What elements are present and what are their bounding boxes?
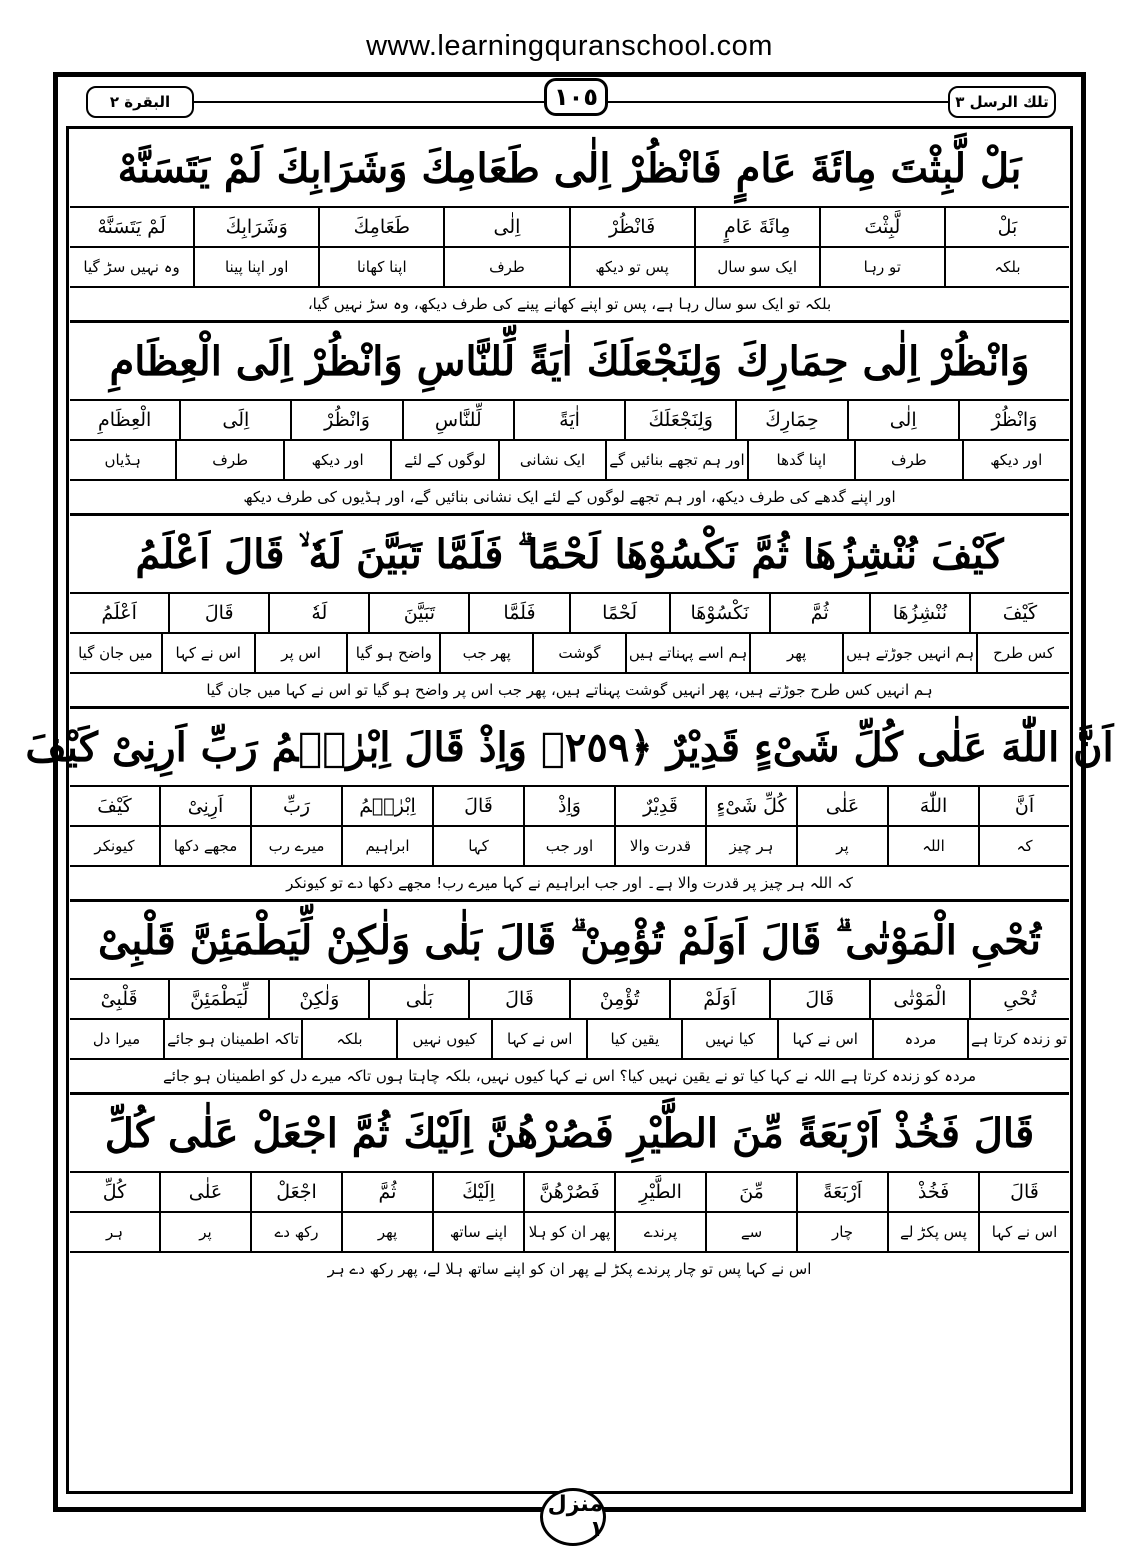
arabic-word-cell: مِائَةَ عَامٍ [694,208,819,246]
urdu-meaning-cell: سے [705,1213,796,1251]
arabic-verse: كَيْفَ نُنْشِزُهَا ثُمَّ نَكْسُوْهَا لَحْمًا ۗ فَلَمَّا تَبَيَّنَ لَهٗ ۙ قَالَ اَعْلَمُ [70,516,1069,594]
urdu-meaning-cell: لوگوں کے لئے [390,441,497,479]
arabic-word-cell: ثُمَّ [341,1173,432,1211]
urdu-meaning-cell: میں جان گیا [78,644,153,662]
urdu-meaning-cell: پھر [749,634,842,672]
word-row [70,980,1069,1020]
arabic-word-cell: قَالَ [468,980,568,1018]
urdu-meaning-cell: پس پکڑ لے [887,1213,978,1251]
urdu-meaning-cell: کس طرح [976,634,1069,672]
verse-section [70,130,1069,323]
surah-label: البقرة ٢ [86,86,194,118]
arabic-verse: قَالَ فَخُذْ اَرْبَعَةً مِّنَ الطَّيْرِ فَصُرْهُنَّ اِلَيْكَ ثُمَّ اجْعَلْ عَلٰى كُلِّ [70,1095,1069,1173]
arabic-word-cell: قَالَ [432,787,523,825]
arabic-word-cell: لِّلنَّاسِ [402,401,513,439]
arabic-word-cell: اَعْلَمُ [101,602,137,624]
arabic-word-cell: عَلٰى [796,787,887,825]
arabic-word-cell: نُنْشِزُهَا [869,594,969,632]
urdu-meaning-cell: تو رہا [819,248,944,286]
urdu-meaning-cell: پھر جب [439,634,532,672]
urdu-translation: اس نے کہا پس تو چار پرندے پکڑ لے پھر ان کو اپنے ساتھ ہلا لے، پھر رکھ دے ہر [327,1260,812,1278]
urdu-translation: اور اپنے گدھے کی طرف دیکھ، اور ہم تجھے لوگوں کے لئے ایک نشانی بنائیں گے، اور ہڈیوں کی طرف دیکھ [243,488,896,506]
urdu-meaning-cell: واضح ہو گیا [346,634,439,672]
urdu-meaning-cell: طرف [443,248,568,286]
arabic-word-cell: رَبِّ [250,787,341,825]
arabic-word-cell: لِّيَطْمَئِنَّ [168,980,268,1018]
website-url: www.learningquranschool.com [366,30,773,62]
arabic-word-cell: اِلٰى [443,208,568,246]
arabic-word-cell: اِبْرٰهٖمُ [341,787,432,825]
urdu-meaning-cell: ہم انہیں جوڑتے ہیں [842,634,976,672]
arabic-word-cell: تُحْىِ [969,980,1069,1018]
verse-section [70,323,1069,516]
word-row [70,208,1069,248]
manzil-marker: منزل ١ [540,1488,606,1546]
urdu-translation: مردہ کو زندہ کرتا ہے اللہ نے کہا کیا تو نے یقین نہیں کیا؟ اس نے کہا کیوں نہیں، بلکہ چاہتا ہوں تاکہ میرے دل کو اطمینان ہو جائے [162,1067,977,1085]
arabic-word-cell: اِلَيْكَ [432,1173,523,1211]
urdu-meaning-cell: اس نے کہا [978,1213,1069,1251]
urdu-meaning-cell: میرے رب [250,827,341,865]
urdu-meaning-cell: اور دیکھ [962,441,1069,479]
meaning-row [70,634,1069,674]
urdu-meaning-cell: کیوں نہیں [396,1020,491,1058]
arabic-word-cell: بَلْ [944,208,1069,246]
arabic-word-cell: اللّٰهَ [887,787,978,825]
urdu-meaning-cell: قدرت والا [614,827,705,865]
urdu-meaning-cell: ہر چیز [705,827,796,865]
meaning-row [70,1020,1069,1060]
verse-content [25,130,1114,1285]
arabic-word-cell: فَخُذْ [887,1173,978,1211]
arabic-word-cell: قَالَ [168,594,268,632]
arabic-word-cell: قَدِيْرٌ [614,787,705,825]
arabic-word-cell: اجْعَلْ [250,1173,341,1211]
urdu-meaning-cell: اپنے ساتھ [432,1213,523,1251]
arabic-word-cell: اٰيَةً [513,401,624,439]
urdu-meaning-cell: چار [796,1213,887,1251]
meaning-row [70,441,1069,481]
arabic-word-cell: عَلٰى [159,1173,250,1211]
arabic-word-cell: وَلِنَجْعَلَكَ [624,401,735,439]
urdu-meaning-cell: تاکہ اطمینان ہو جائے [163,1020,301,1058]
arabic-word-cell: فَلَمَّا [468,594,568,632]
urdu-translation: بلکہ تو ایک سو سال رہا ہے، پس تو اپنے کھانے پینے کی طرف دیکھ، وہ سڑ نہیں گیا، [307,295,832,313]
arabic-word-cell: لَهٗ [268,594,368,632]
arabic-word-cell: مِّنَ [705,1173,796,1211]
verse-section [70,1095,1069,1285]
arabic-word-cell: الْمَوْتٰى [869,980,969,1018]
urdu-meaning-cell: اس نے کہا [491,1020,586,1058]
arabic-verse: تُحْىِ الْمَوْتٰى ۗ قَالَ اَوَلَمْ تُؤْمِنْ ۗ قَالَ بَلٰى وَلٰكِنْ لِّيَطْمَئِنَّ قَلْبِىْ [70,902,1069,980]
urdu-meaning-cell: اس نے کہا [161,634,254,672]
arabic-word-cell: وَانْظُرْ [958,401,1069,439]
arabic-verse: وَانْظُرْ اِلٰى حِمَارِكَ وَلِنَجْعَلَكَ اٰيَةً لِّلنَّاسِ وَانْظُرْ اِلَى الْعِظَامِ [70,323,1069,401]
urdu-meaning-cell: اور اپنا پینا [193,248,318,286]
arabic-word-cell: تَبَيَّنَ [368,594,468,632]
arabic-word-cell: قَالَ [978,1173,1069,1211]
arabic-word-cell: وَلٰكِنْ [268,980,368,1018]
arabic-word-cell: لَمْ يَتَسَنَّهْ [97,216,166,238]
urdu-meaning-cell: گوشت [532,634,625,672]
arabic-word-cell: فَصُرْهُنَّ [523,1173,614,1211]
urdu-meaning-cell: ایک نشانی [498,441,605,479]
meaning-row [70,248,1069,288]
verse-section [25,709,1114,902]
urdu-meaning-cell: میرا دل [92,1030,141,1048]
header-rule-right [608,101,948,103]
meaning-row [70,1213,1069,1253]
urdu-meaning-cell: پر [159,1213,250,1251]
arabic-word-cell: اَرِنِىْ [159,787,250,825]
urdu-meaning-cell: اور جب [523,827,614,865]
urdu-meaning-cell: ہڈیاں [104,451,141,469]
arabic-word-cell: لَحْمًا [569,594,669,632]
urdu-meaning-cell: کہ [978,827,1069,865]
arabic-word-cell: الطَّيْرِ [614,1173,705,1211]
urdu-translation: ہم انہیں کس طرح جوڑتے ہیں، پھر انہیں گوشت پہناتے ہیں، پھر جب اس پر واضح ہو گیا تو اس نے کہا میں جان گیا [206,681,933,699]
arabic-word-cell: فَانْظُرْ [569,208,694,246]
arabic-word-cell: قَالَ [769,980,869,1018]
urdu-meaning-cell: وہ نہیں سڑ گیا [83,258,180,276]
urdu-meaning-cell: بلکہ [944,248,1069,286]
urdu-meaning-cell: مجھے دکھا [159,827,250,865]
urdu-meaning-cell: ایک سو سال [694,248,819,286]
word-row [70,787,1069,827]
arabic-word-cell: بَلٰى [368,980,468,1018]
arabic-word-cell: لَّبِثْتَ [819,208,944,246]
arabic-word-cell: نَكْسُوْهَا [669,594,769,632]
meaning-row [70,827,1069,867]
arabic-word-cell: اَرْبَعَةً [796,1173,887,1211]
urdu-translation: کہ اللہ ہر چیز پر قدرت والا ہے۔ اور جب ابراہیم نے کہا میرے رب! مجھے دکھا دے تو کیونکر [286,874,853,892]
urdu-meaning-cell: اس نے کہا [777,1020,872,1058]
urdu-meaning-cell: رکھ دے [250,1213,341,1251]
header-rule-left [194,101,544,103]
arabic-word-cell: تُؤْمِنْ [569,980,669,1018]
urdu-meaning-cell: طرف [854,441,961,479]
urdu-meaning-cell: اپنا کھانا [318,248,443,286]
urdu-meaning-cell: پھر [341,1213,432,1251]
urdu-meaning-cell: ہر [105,1223,124,1241]
urdu-meaning-cell: کیونکر [94,837,135,855]
arabic-word-cell: كُلِّ [102,1181,127,1203]
arabic-word-cell: كَيْفَ [969,594,1069,632]
word-row [70,401,1069,441]
arabic-word-cell: ثُمَّ [769,594,869,632]
arabic-word-cell: اِلٰى [847,401,958,439]
arabic-word-cell: كَيْفَ [97,795,132,817]
urdu-meaning-cell: کہا [432,827,523,865]
arabic-word-cell: قَلْبِىْ [100,988,138,1010]
juz-label: تلك الرسل ٣ [948,86,1056,118]
urdu-meaning-cell: تو زندہ کرتا ہے [967,1020,1069,1058]
arabic-word-cell: اَنَّ [978,787,1069,825]
urdu-meaning-cell: کیا نہیں [681,1020,776,1058]
word-row [70,1173,1069,1213]
arabic-word-cell: كُلِّ شَىْءٍ [705,787,796,825]
urdu-meaning-cell: ہم اسے پہناتے ہیں [625,634,749,672]
arabic-word-cell: اِلَى [179,401,290,439]
page-number: ١٠٥ [544,78,608,116]
word-row [70,594,1069,634]
arabic-word-cell: حِمَارِكَ [735,401,846,439]
urdu-meaning-cell: پھر ان کو ہلا [523,1213,614,1251]
arabic-word-cell: اَوَلَمْ [669,980,769,1018]
arabic-word-cell: وَشَرَابِكَ [193,208,318,246]
urdu-meaning-cell: پرندے [614,1213,705,1251]
urdu-meaning-cell: اپنا گدھا [747,441,854,479]
verse-section [70,902,1069,1095]
urdu-meaning-cell: طرف [175,441,282,479]
verse-section [70,516,1069,709]
urdu-meaning-cell: پس تو دیکھ [569,248,694,286]
urdu-meaning-cell: ابراہیم [341,827,432,865]
arabic-verse: اَنَّ اللّٰهَ عَلٰى كُلِّ شَىْءٍ قَدِيْرٌ ﴿٢٥٩﴾ وَاِذْ قَالَ اِبْرٰهٖمُ رَبِّ اَرِنِىْ كَيْفَ [70,709,1069,787]
arabic-word-cell: وَاِذْ [523,787,614,825]
urdu-meaning-cell: اور ہم تجھے بنائیں گے [605,441,746,479]
arabic-verse: بَلْ لَّبِثْتَ مِائَةَ عَامٍ فَانْظُرْ اِلٰى طَعَامِكَ وَشَرَابِكَ لَمْ يَتَسَنَّهْ [70,130,1069,208]
urdu-meaning-cell: یقین کیا [586,1020,681,1058]
arabic-word-cell: وَانْظُرْ [290,401,401,439]
urdu-meaning-cell: بلکہ [301,1020,396,1058]
urdu-meaning-cell: مردہ [872,1020,967,1058]
urdu-meaning-cell: پر [796,827,887,865]
urdu-meaning-cell: اس پر [254,634,347,672]
arabic-word-cell: طَعَامِكَ [318,208,443,246]
urdu-meaning-cell: اور دیکھ [283,441,390,479]
arabic-word-cell: الْعِظَامِ [97,409,152,431]
urdu-meaning-cell: اللہ [887,827,978,865]
